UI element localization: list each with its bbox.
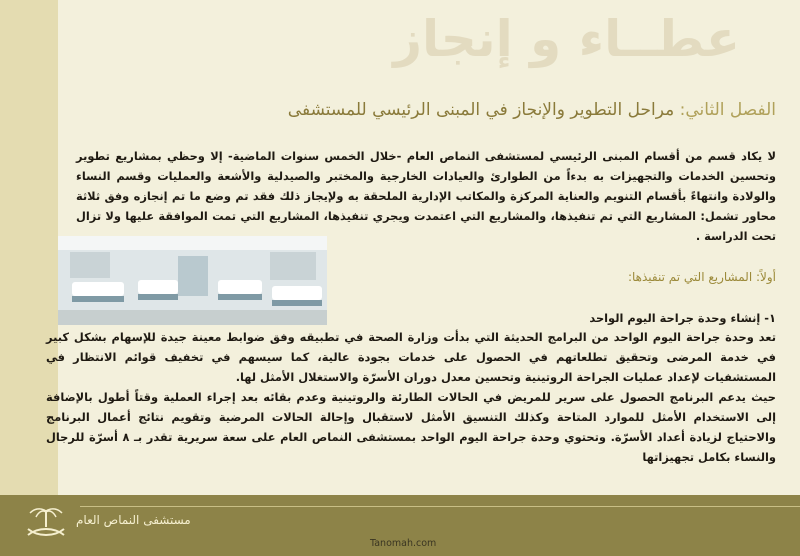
item-paragraph-1: تعد وحدة جراحة اليوم الواحد من البرامج الحديثة التي بدأت وزارة الصحة في تطبيقه وفق ضوابط معينة جيدة للإسهام بشكل كبير في خدمة المرضى وتحقيق تطلعاتهم في الحصول على خدمات بجودة عالية، كما سيسهم في تخفيف قوائم الانتظار في المستشفيات لإعداد عمليات الجراحة الروتينية وتحسين معدل دوران الأسرّة والاستغلال الأمثل لها. <box>46 330 776 384</box>
item-body <box>46 327 776 467</box>
item-paragraph-2: حيث يدعم البرنامج الحصول على سرير للمريض في الحالات الطارئة والروتينية وعدم بقائه بعد إجراء العملية وقتاً أطول بالإضافة إلى الاستخدام الأمثل للموارد المتاحة وكذلك التنسيق الأمثل لاستقبال وإحالة الحالات المرضية وتقويم نتائج أعمال البرنامج والاحتياج لزيادة أعداد الأسرّة. وتحتوي وحدة جراحة اليوم الواحد بمستشفى النماص العام على سعة سريرية تقدر بـ ٨ أسرّة للرجال والنساء بكامل تجهيزاتها <box>46 390 777 464</box>
watermark-text: عطــاء و إنجاز <box>393 10 740 68</box>
site-credit: Tanomah.com <box>370 538 437 549</box>
chapter-label: الفصل الثاني <box>685 100 776 120</box>
section-heading: أولاً: المشاريع التي تم تنفيذها: <box>627 270 776 284</box>
footer-divider <box>80 506 800 507</box>
chapter-title-text: مراحل التطوير والإنجاز في المبنى الرئيسي للمستشفى <box>287 100 675 120</box>
palm-swords-emblem-icon <box>22 505 70 541</box>
intro-paragraph: لا يكاد قسم من أقسام المبنى الرئيسي لمستشفى النماص العام -خلال الخمس سنوات الماضية- إلا وحظي بمشاريع تطوير وتحسين الخدمات والتجهيزات به بدءاً من الطوارئ والعيادات الخارجية والمختبر والصيدلية والأشعة والعمليات وقسم النساء والولادة وانتهاءً بأقسام التنويم والعناية المركزة والمكاتب الإدارية الملحقة به ولإيجاز ذلك فقد تم وضع ما تم إنجازه وفق ثلاثة محاور تشمل: المشاريع التي تم تنفيذها، والمشاريع التي اعتمدت ويجري تنفيذها، المشاريع التي تمت الموافقة عليها ولا تزال تحت الدراسة . <box>76 149 776 243</box>
item-title: ١- إنشاء وحدة جراحة اليوم الواحد <box>589 311 776 325</box>
chapter-separator: : <box>679 100 686 120</box>
footer-hospital-name: مستشفى النماص العام <box>76 513 191 527</box>
chapter-title <box>86 100 776 120</box>
